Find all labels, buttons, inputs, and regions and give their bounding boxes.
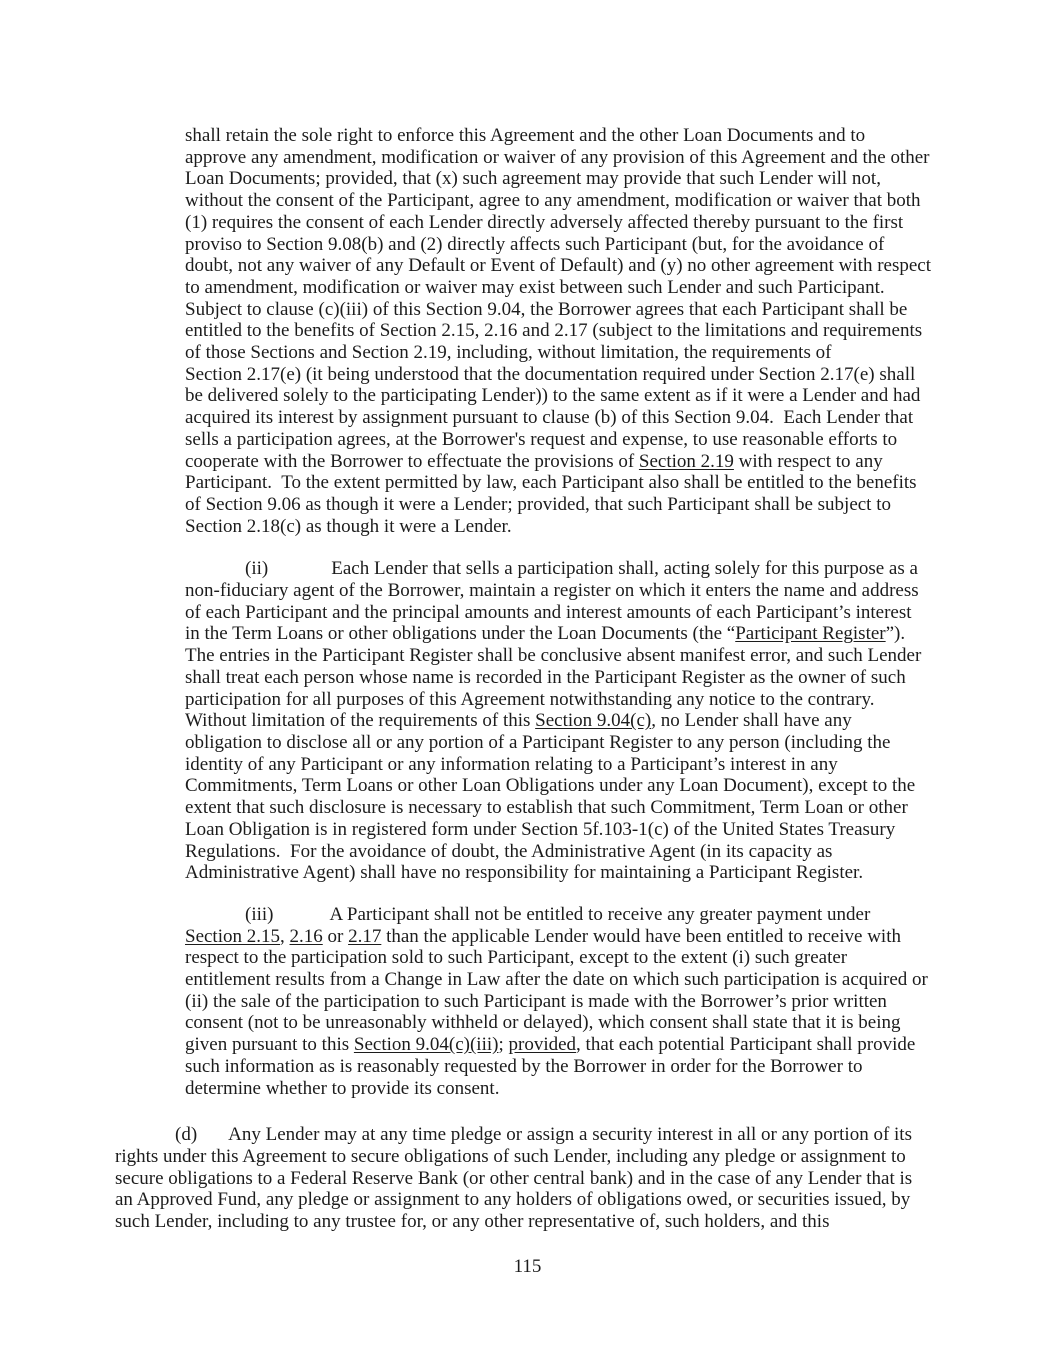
document-body bbox=[0, 125, 1055, 1233]
text-line bbox=[115, 1211, 1055, 1233]
text-run: , that each potential Participant shall provide bbox=[576, 1034, 916, 1056]
text-run: to amendment, modification or waiver may exist between such Lender and such Participant. bbox=[185, 276, 885, 298]
text-line bbox=[185, 494, 1055, 516]
text-run: Loan Obligation is in registered form under Section 5f.103-1(c) of the United States Treasury bbox=[185, 818, 896, 840]
text-line bbox=[185, 364, 1055, 386]
text-line bbox=[185, 168, 1055, 190]
text-run: shall treat each person whose name is recorded in the Participant Register as the owner of such bbox=[185, 666, 906, 688]
text-run: (iii) bbox=[245, 903, 274, 925]
text-line bbox=[185, 147, 1055, 169]
text-run: (d) bbox=[175, 1124, 198, 1146]
text-line bbox=[185, 320, 1055, 342]
text-run: an Approved Fund, any pledge or assignment to any holders of obligations owed, or securities issued, by bbox=[115, 1189, 911, 1211]
text-run: , no Lender shall have any bbox=[651, 710, 852, 732]
text-line bbox=[185, 754, 1055, 776]
text-run: Section 2.17(e) (it being understood that the documentation required under Section 2.17(e) shall bbox=[185, 363, 916, 385]
text-run: proviso to Section 9.08(b) and (2) directly affects such Participant (but, for the avoidance of bbox=[185, 233, 885, 255]
text-run: ; bbox=[498, 1034, 509, 1056]
text-run: (1) requires the consent of each Lender directly adversely affected thereby pursuant to the first bbox=[185, 211, 904, 233]
text-run: secure obligations to a Federal Reserve Bank (or other central bank) and in the case of any Lender that is bbox=[115, 1167, 913, 1189]
text-run: Subject to clause (c)(iii) of this Section 9.04, the Borrower agrees that each Participant shall be bbox=[185, 298, 908, 320]
text-line bbox=[185, 125, 1055, 147]
text-run: of Section 9.06 as though it were a Lender; provided, that such Participant shall be subject to bbox=[185, 493, 891, 515]
section-reference: Section 9.04(c) bbox=[535, 710, 652, 732]
text-line bbox=[185, 926, 1055, 948]
text-run: Without limitation of the requirements of this bbox=[185, 710, 536, 732]
text-run: ”). bbox=[885, 623, 906, 645]
text-line bbox=[185, 1034, 1055, 1056]
section-reference: 2.16 bbox=[289, 925, 323, 947]
text-line bbox=[185, 299, 1055, 321]
paragraph-c-iii bbox=[185, 904, 1055, 1099]
text-run: Any Lender may at any time pledge or assign a security interest in all or any portion of its bbox=[228, 1124, 912, 1146]
text-run: acquired its interest by assignment pursuant to clause (b) of this Section 9.04. Each Lender that bbox=[185, 407, 914, 429]
text-run: extent that such disclosure is necessary to establish that such Commitment, Term Loan or other bbox=[185, 797, 908, 819]
text-run: Each Lender that sells a participation shall, acting solely for this purpose as a bbox=[331, 558, 918, 580]
text-line bbox=[185, 1056, 1055, 1078]
text-run: such information as is reasonably requested by the Borrower in order for the Borrower to bbox=[185, 1055, 863, 1077]
text-line bbox=[185, 342, 1055, 364]
text-run: Loan Documents; provided, that (x) such agreement may provide that such Lender will not, bbox=[185, 168, 881, 190]
text-run: A Participant shall not be entitled to receive any greater payment under bbox=[329, 903, 871, 925]
text-run: obligation to disclose all or any portion of a Participant Register to any person (including the bbox=[185, 731, 891, 753]
text-run: entitlement results from a Change in Law after the date on which such participation is acquired or bbox=[185, 969, 928, 991]
text-line bbox=[185, 277, 1055, 299]
text-line bbox=[185, 667, 1055, 689]
text-line bbox=[185, 451, 1055, 473]
text-run: determine whether to provide its consent. bbox=[185, 1077, 500, 1099]
text-run: , bbox=[280, 925, 290, 947]
text-line bbox=[185, 904, 1055, 926]
text-run: such Lender, including to any trustee for, or any other representative of, such holders, and this bbox=[115, 1211, 830, 1233]
text-line bbox=[185, 1078, 1055, 1100]
text-line bbox=[115, 1168, 1055, 1190]
text-line bbox=[185, 472, 1055, 494]
text-run: be delivered solely to the participating Lender)) to the same extent as if it were a Lender and had bbox=[185, 385, 921, 407]
text-run: (ii) bbox=[245, 558, 269, 580]
text-line bbox=[185, 558, 1055, 580]
text-line bbox=[185, 947, 1055, 969]
section-reference: Section 2.15 bbox=[185, 925, 280, 947]
text-run: than the applicable Lender would have been entitled to receive with bbox=[381, 925, 901, 947]
text-line bbox=[185, 1012, 1055, 1034]
text-run: sells a participation agrees, at the Borrower's request and expense, to use reasonable efforts to bbox=[185, 428, 898, 450]
text-line bbox=[185, 689, 1055, 711]
text-line bbox=[185, 255, 1055, 277]
text-line bbox=[185, 516, 1055, 538]
text-line bbox=[185, 190, 1055, 212]
text-run: or bbox=[322, 925, 349, 947]
text-run: approve any amendment, modification or waiver of any provision of this Agreement and the other bbox=[185, 146, 930, 168]
text-line bbox=[115, 1124, 1055, 1146]
text-line bbox=[185, 710, 1055, 732]
text-run: identity of any Participant or any information relating to a Participant’s interest in any bbox=[185, 753, 838, 775]
text-line bbox=[185, 385, 1055, 407]
section-reference: provided bbox=[508, 1034, 577, 1056]
text-run: with respect to any bbox=[733, 450, 883, 472]
paragraph-d bbox=[115, 1124, 1055, 1233]
text-line bbox=[185, 602, 1055, 624]
text-run: shall retain the sole right to enforce this Agreement and the other Loan Documents and to bbox=[185, 125, 866, 146]
text-run: in the Term Loans or other obligations under the Loan Documents (the “ bbox=[185, 623, 736, 645]
text-line bbox=[185, 775, 1055, 797]
text-line bbox=[185, 862, 1055, 884]
text-run: rights under this Agreement to secure obligations of such Lender, including any pledge or assignment to bbox=[115, 1145, 906, 1167]
paragraph-c-i-continued bbox=[185, 125, 1055, 537]
text-line bbox=[185, 991, 1055, 1013]
section-reference: Participant Register bbox=[735, 623, 886, 645]
text-run: participation for all purposes of this Agreement notwithstanding any notice to the contrary. bbox=[185, 688, 875, 710]
section-reference: Section 2.19 bbox=[638, 450, 734, 472]
text-line bbox=[185, 429, 1055, 451]
section-reference: Section 9.04(c)(iii) bbox=[353, 1034, 499, 1056]
text-line bbox=[185, 580, 1055, 602]
page-number: 115 bbox=[513, 1256, 542, 1277]
section-reference: 2.17 bbox=[348, 925, 382, 947]
text-line bbox=[115, 1189, 1055, 1211]
text-run: of each Participant and the principal amounts and interest amounts of each Participant’s interest bbox=[185, 601, 912, 623]
text-line bbox=[115, 1146, 1055, 1168]
text-run: (ii) the sale of the participation to such Participant is made with the Borrower’s prior written bbox=[185, 990, 887, 1012]
text-run: non-fiduciary agent of the Borrower, maintain a register on which it enters the name and address bbox=[185, 580, 919, 602]
text-run: consent (not to be unreasonably withheld or delayed), which consent shall state that it is being bbox=[185, 1012, 901, 1034]
text-run: Commitments, Term Loans or other Loan Obligations under any Loan Document), except to the bbox=[185, 775, 916, 797]
text-run: The entries in the Participant Register shall be conclusive absent manifest error, and such Lender bbox=[185, 645, 922, 667]
text-line bbox=[185, 841, 1055, 863]
text-run: doubt, not any waiver of any Default or Event of Default) and (y) no other agreement with respect bbox=[185, 255, 932, 277]
text-line bbox=[185, 732, 1055, 754]
paragraph-c-ii bbox=[185, 558, 1055, 884]
text-run: respect to the participation sold to such Participant, except to the extent (i) such greater bbox=[185, 947, 848, 969]
text-run: Participant. To the extent permitted by law, each Participant also shall be entitled to the benefits bbox=[185, 472, 917, 494]
text-run: of those Sections and Section 2.19, including, without limitation, the requirements of bbox=[185, 342, 832, 364]
text-run: cooperate with the Borrower to effectuate the provisions of bbox=[185, 450, 639, 472]
text-line bbox=[185, 407, 1055, 429]
text-line bbox=[185, 645, 1055, 667]
text-line bbox=[185, 212, 1055, 234]
text-run: Section 2.18(c) as though it were a Lender. bbox=[185, 515, 512, 537]
text-line bbox=[185, 969, 1055, 991]
text-run: Administrative Agent) shall have no responsibility for maintaining a Participant Register. bbox=[185, 862, 864, 884]
text-run: without the consent of the Participant, agree to any amendment, modification or waiver that both bbox=[185, 190, 921, 212]
text-line bbox=[185, 623, 1055, 645]
text-run: Regulations. For the avoidance of doubt, the Administrative Agent (in its capacity as bbox=[185, 840, 833, 862]
text-run: entitled to the benefits of Section 2.15, 2.16 and 2.17 (subject to the limitations and requirements bbox=[185, 320, 923, 342]
text-line bbox=[185, 797, 1055, 819]
text-line bbox=[185, 819, 1055, 841]
text-run: given pursuant to this bbox=[185, 1034, 354, 1056]
text-line bbox=[185, 234, 1055, 256]
